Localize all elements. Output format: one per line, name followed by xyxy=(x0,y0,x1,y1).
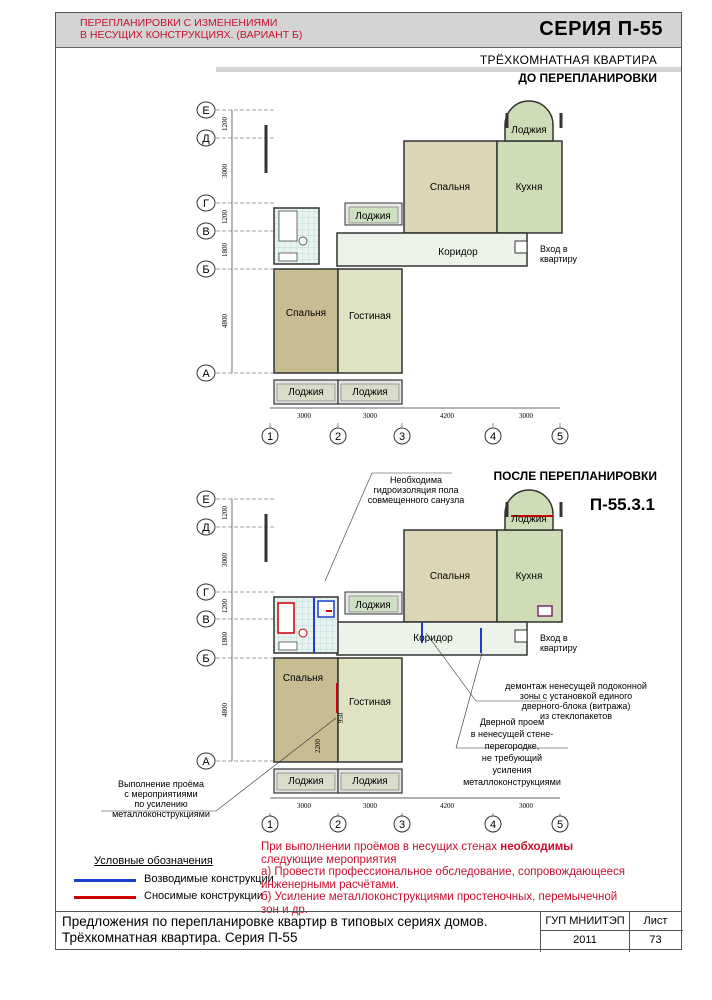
room-living-2: Гостиная xyxy=(349,697,391,708)
axis-col-1: 1 xyxy=(266,431,274,443)
series-title: СЕРИЯ П-55 xyxy=(539,18,663,40)
axis-row-a-2: А xyxy=(202,756,210,768)
note-door-2: в ненесущей стене- xyxy=(470,729,554,739)
room-living: Гостиная xyxy=(349,311,391,322)
room-loggia-2-2: Лоджия xyxy=(352,776,388,787)
room-bedroom-1-2: Спальня xyxy=(429,571,471,582)
room-corridor: Коридор xyxy=(438,247,478,258)
room-kitchen-2: Кухня xyxy=(515,571,543,582)
drawing-sheet xyxy=(55,12,682,950)
axis-row-b-2: Б xyxy=(202,653,210,665)
axis-row-a: А xyxy=(202,368,210,380)
dim-col-3-2: 4200 xyxy=(440,802,454,810)
note-door-4: не требующий xyxy=(481,753,543,763)
axis-markers-svg-before xyxy=(56,13,683,911)
requirements-line1b: необходимы xyxy=(500,841,574,853)
legend-demolished-swatch xyxy=(74,896,136,899)
dim-col-4-2: 3000 xyxy=(519,802,533,810)
note-dismantle-4: из стеклопакетов xyxy=(539,711,613,721)
axis-col-3-2: 3 xyxy=(398,819,406,831)
after-title: ПОСЛЕ ПЕРЕПЛАНИРОВКИ xyxy=(493,469,657,483)
dim-col-1-2: 3000 xyxy=(297,802,311,810)
dim-row-5: 4800 xyxy=(221,314,229,328)
axis-col-4-2: 4 xyxy=(489,819,497,831)
sheet-label: Лист xyxy=(628,912,683,931)
note-dismantle-1: демонтаж ненесущей подоконной xyxy=(505,681,647,691)
room-corridor-2: Коридор xyxy=(413,633,453,644)
dim-950: 950 xyxy=(337,712,345,724)
room-bedroom-2: Спальня xyxy=(285,308,327,319)
axis-row-d: Д xyxy=(202,133,210,145)
title-block-sheet xyxy=(628,912,683,952)
legend-erected-label: Возводимые конструкции xyxy=(144,873,274,885)
entrance-label-2-2: квартиру xyxy=(540,643,577,653)
requirements-line1a: При выполнении проёмов в несущих стенах xyxy=(261,841,501,853)
header-subtitle-line1: ПЕРЕПЛАНИРОВКИ С ИЗМЕНЕНИЯМИ xyxy=(80,17,278,29)
axis-col-2-2: 2 xyxy=(334,819,342,831)
title-line2: Трёхкомнатная квартира. Серия П-55 xyxy=(62,930,298,945)
requirements-line5: б) Усиление металлоконструкциями простеночных, перемычечной xyxy=(261,891,618,903)
axis-row-e: Е xyxy=(202,105,210,117)
dim-row-1-2: 1200 xyxy=(221,506,229,520)
title-block-text xyxy=(62,914,488,946)
dim-col-3: 4200 xyxy=(440,412,454,420)
axis-col-5-2: 5 xyxy=(556,819,564,831)
entrance-label-2: квартиру xyxy=(540,254,577,264)
dim-col-4: 3000 xyxy=(519,412,533,420)
legend-erected-swatch xyxy=(74,879,136,882)
note-opening-1: Выполнение проёма xyxy=(118,779,204,789)
requirements-line3: а) Провести профессиональное обследование, сопровождающееся xyxy=(261,866,626,878)
entrance-label-1: Вход в xyxy=(540,244,568,254)
title-block xyxy=(56,911,681,952)
room-kitchen: Кухня xyxy=(515,182,543,193)
room-loggia-mid-2: Лоджия xyxy=(355,600,391,611)
dim-row-5-2: 4800 xyxy=(221,703,229,717)
legend-demolished-label: Сносимые конструкции xyxy=(144,890,263,902)
header-subtitle-line2: В НЕСУЩИХ КОНСТРУКЦИЯХ. (ВАРИАНТ Б) xyxy=(80,29,303,41)
requirements-line2: следующие мероприятия xyxy=(261,853,397,866)
axis-row-d-2: Д xyxy=(202,522,210,534)
apartment-type: ТРЁХКОМНАТНАЯ КВАРТИРА xyxy=(479,53,657,67)
room-bedroom-2-2: Спальня xyxy=(282,673,324,684)
room-loggia-1-2: Лоджия xyxy=(288,776,324,787)
title-line1: Предложения по перепланировке квартир в типовых сериях домов. xyxy=(62,914,488,929)
dim-row-1: 1200 xyxy=(221,117,229,131)
room-loggia-kitchen: Лоджия xyxy=(511,125,547,136)
room-loggia-kitchen-2: Лоджия xyxy=(511,514,547,525)
axis-row-e-2: Е xyxy=(202,494,210,506)
axis-row-v: В xyxy=(202,226,210,238)
axis-col-4: 4 xyxy=(489,431,497,443)
dim-col-1: 3000 xyxy=(297,412,311,420)
axis-row-g: Г xyxy=(203,198,209,210)
room-loggia-mid: Лоджия xyxy=(355,211,391,222)
note-dismantle-3: дверного-блока (витража) xyxy=(521,701,631,711)
org-year: 2011 xyxy=(573,934,597,946)
dim-col-2-2: 3000 xyxy=(363,802,377,810)
dim-2200: 2200 xyxy=(314,739,322,753)
requirements-note xyxy=(261,841,661,916)
dim-row-4: 1800 xyxy=(221,243,229,257)
requirements-line4: инженерными расчётами. xyxy=(261,878,400,891)
axis-row-v-2: В xyxy=(202,614,210,626)
room-loggia-1: Лоджия xyxy=(288,387,324,398)
note-waterproof-1: Необходима xyxy=(389,475,443,485)
dim-row-3: 1200 xyxy=(221,210,229,224)
dim-row-3-2: 1200 xyxy=(221,599,229,613)
note-dismantle-2: зоны с установкой единого xyxy=(519,691,633,701)
dim-row-2: 3000 xyxy=(221,164,229,178)
before-title: ДО ПЕРЕПЛАНИРОВКИ xyxy=(518,71,657,85)
room-bedroom-1: Спальня xyxy=(429,182,471,193)
note-opening-3: по усилению xyxy=(134,799,188,809)
entrance-label-1-2: Вход в xyxy=(540,633,568,643)
variant-code: П-55.3.1 xyxy=(589,495,655,514)
sheet-number: 73 xyxy=(649,934,662,946)
axis-col-1-2: 1 xyxy=(266,819,274,831)
note-opening-4: металлоконструкциями xyxy=(112,809,210,819)
axis-col-5: 5 xyxy=(556,431,564,443)
legend-title: Условные обозначения xyxy=(94,855,213,867)
dim-row-4-2: 1800 xyxy=(221,632,229,646)
dim-col-2: 3000 xyxy=(363,412,377,420)
note-waterproof-3: совмещенного санузла xyxy=(367,495,465,505)
note-door-3: перегородке, xyxy=(484,741,540,751)
note-waterproof-2: гидроизоляция пола xyxy=(373,485,459,495)
axis-row-g-2: Г xyxy=(203,587,209,599)
axis-col-2: 2 xyxy=(334,431,342,443)
org-name: ГУП МНИИТЭП xyxy=(541,912,629,931)
axis-row-b: Б xyxy=(202,264,210,276)
note-door-6: металлоконструкциями xyxy=(463,777,561,787)
note-door-1: Дверной проем xyxy=(479,717,545,727)
title-block-org xyxy=(540,912,630,952)
dim-row-2-2: 3000 xyxy=(221,553,229,567)
note-door-5: усиления xyxy=(492,765,532,775)
axis-col-3: 3 xyxy=(398,431,406,443)
room-loggia-2: Лоджия xyxy=(352,387,388,398)
note-opening-2: с мероприятиями xyxy=(124,789,198,799)
requirements-line6: зон и др. xyxy=(261,903,309,916)
